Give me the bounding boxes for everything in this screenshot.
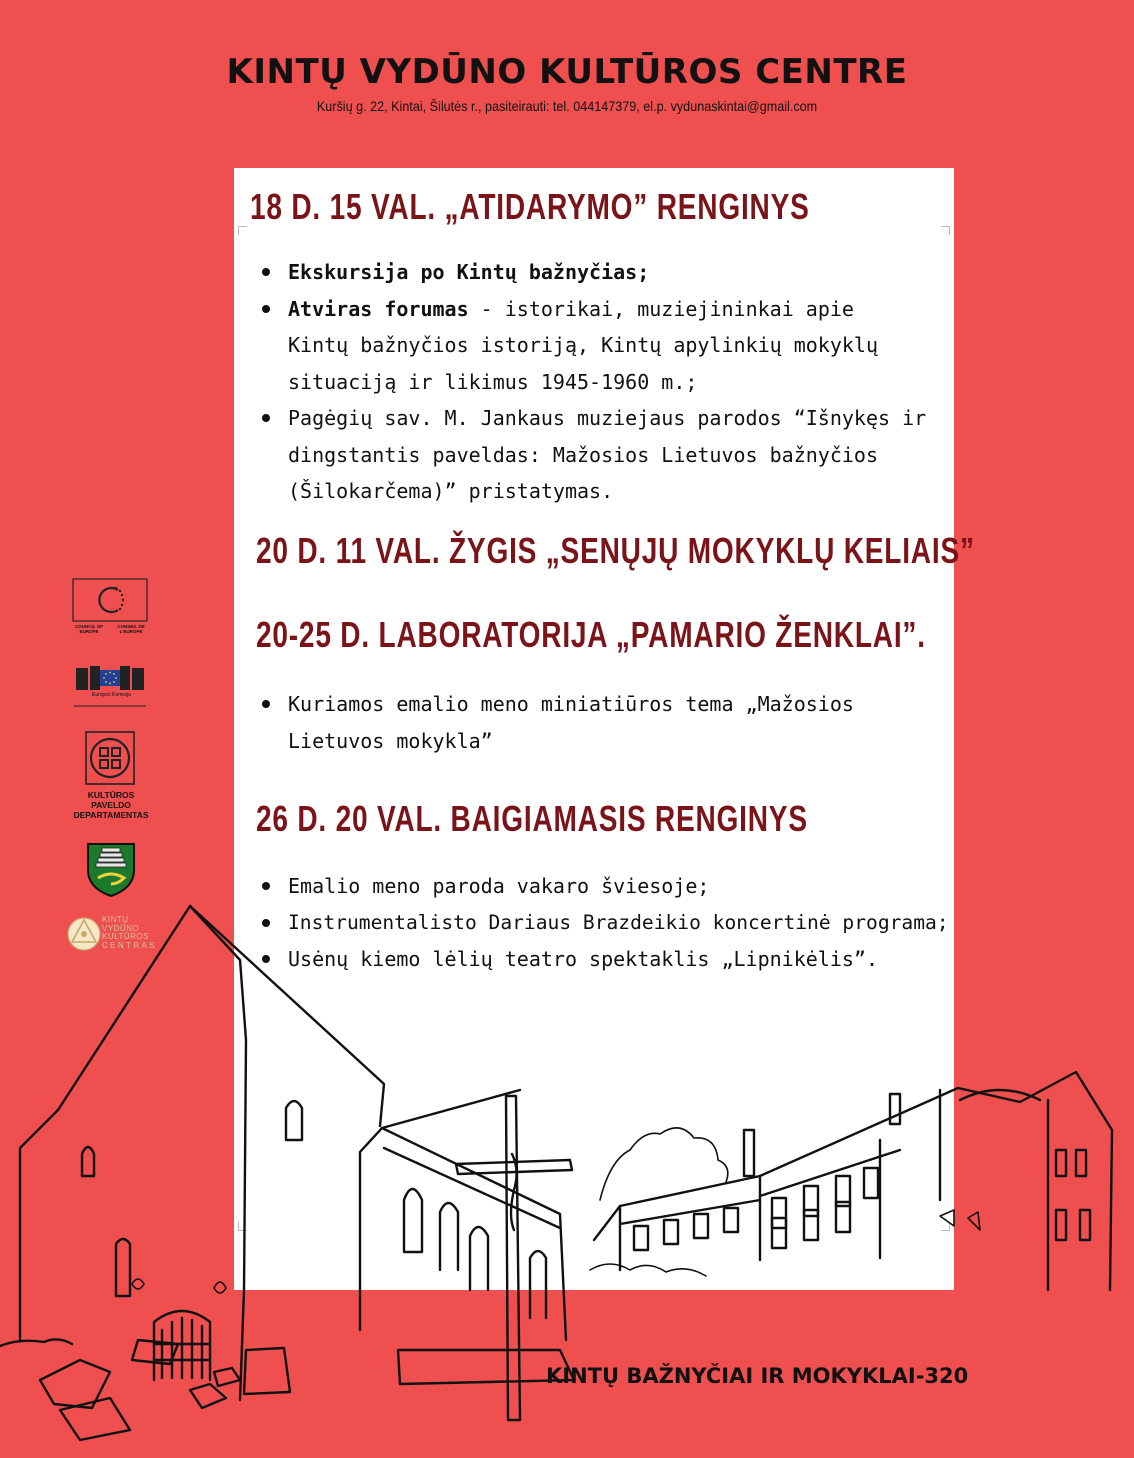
coe-label: CONSEIL DE L'EUROPE	[117, 624, 145, 634]
kvkc-label: KULTŪROS	[102, 932, 149, 942]
page-title: KINTŲ VYDŪNO KULTŪROS CENTRE	[226, 52, 908, 92]
kvkc-label: CENTRAS	[102, 940, 158, 950]
eu-label: Europos Komisija	[92, 692, 131, 698]
kvkc-label: KINTŲ	[102, 915, 129, 924]
coe-label: COUNCIL OF EUROPE	[75, 624, 103, 634]
kvkc-label: VYDŪNO	[102, 923, 140, 933]
list-item-text: Instrumentalisto Dariaus Brazdeikio koncertinė programa;	[288, 910, 949, 934]
section-heading-hike: 20 D. 11 VAL. ŽYGIS „SENŲJŲ MOKYKLŲ KELIAIS”	[256, 530, 975, 571]
section-heading-opening: 18 D. 15 VAL. „ATIDARYMO” RENGINYS	[250, 186, 810, 227]
list-item-text: Usėnų kiemo lėlių teatro spektaklis „Lipnikėlis”.	[288, 947, 879, 971]
footer-tagline: KINTŲ BAŽNYČIAI IR MOKYKLAI-320	[546, 1364, 969, 1388]
list-item-text: Emalio meno paroda vakaro šviesoje;	[288, 874, 710, 898]
kpd-label: KULTŪROS	[87, 790, 135, 800]
list-item-text: Kuriamos emalio meno miniatiūros tema „Mažosios Lietuvos mokykla”	[288, 692, 854, 753]
section-heading-closing: 26 D. 20 VAL. BAIGIAMASIS RENGINYS	[256, 798, 808, 839]
list-item-text: Pagėgių sav. M. Jankaus muziejaus parodos “Išnykęs ir dingstantis paveldas: Mažosios Lietuvos bažnyčios (Šilokarčema)” pristatymas.	[288, 406, 927, 503]
kpd-label: PAVELDO	[91, 800, 131, 810]
list-item-bold: Atviras forumas	[288, 296, 469, 321]
kpd-label: DEPARTAMENTAS	[73, 810, 149, 820]
section-heading-laboratory: 20-25 D. LABORATORIJA „PAMARIO ŽENKLAI”.	[256, 614, 926, 655]
contact-line: Kuršių g. 22, Kintai, Šilutės r., pasiteirauti: tel. 044147379, el.p. vydunaskintai@gmail.com	[316, 98, 818, 114]
list-item-text: - istorikai, muziejininkai apie Kintų bažnyčios istoriją, Kintų apylinkių mokyklų situaciją ir likimus 1945-1960 m.;	[288, 296, 879, 394]
list-item-bold: Ekskursija po Kintų bažnyčias;	[288, 260, 650, 284]
